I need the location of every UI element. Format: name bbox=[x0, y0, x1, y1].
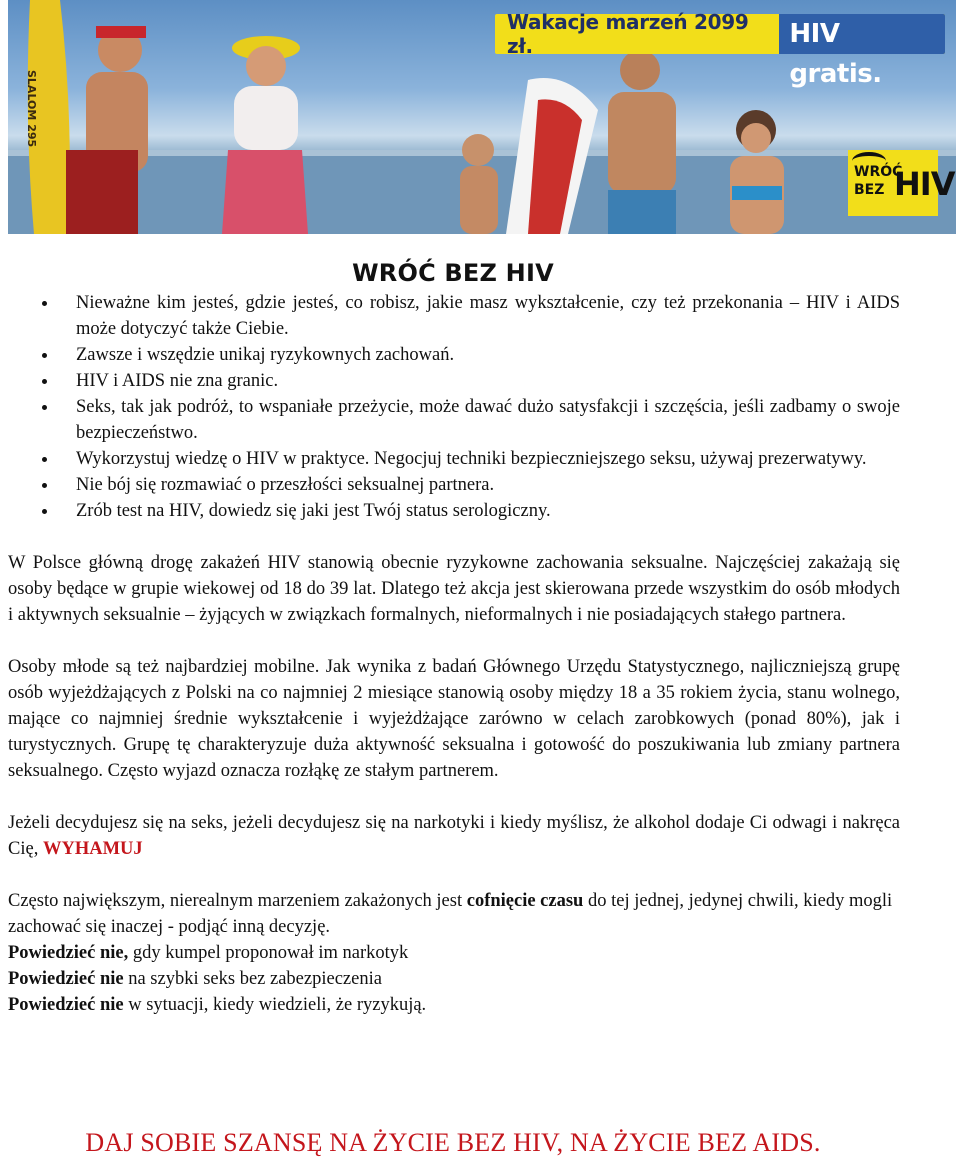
list-item-text: HIV i AIDS nie zna granic. bbox=[76, 371, 279, 391]
say-no-text: w sytuacji, kiedy wiedzieli, że ryzykują. bbox=[123, 995, 427, 1015]
list-item bbox=[8, 290, 900, 342]
paragraph-text-after: do tej jednej, jedynej chwili, kiedy mogli zachować się inaczej - podjąć inną decyzję. bbox=[8, 891, 893, 937]
list-item-text: Seks, tak jak podróż, to wspaniałe przeżycie, może dawać dużo satysfakcji i szczęścia, jeśli zadbamy o swoje bezpieczeństwo. bbox=[76, 397, 900, 443]
say-no-line bbox=[8, 992, 900, 1018]
paragraph-statistics-poland: W Polsce główną drogę zakażeń HIV stanowią obecnie ryzykowne zachowania seksualne. Najczęściej zakażają się osoby będące w grupie wiekowej od 18 do 39 lat. Dlatego też akcja jest skierowana przede wszystkim do osób młodych i aktywnych seksualnie – żyjących w związkach formalnych, nieformalnych i nie posiadających stałego partnera. bbox=[8, 553, 900, 625]
advice-list bbox=[8, 290, 900, 524]
final-slogan: DAJ SOBIE SZANSĘ NA ŻYCIE BEZ HIV, NA ŻYCIE BEZ AIDS. bbox=[85, 1128, 821, 1157]
list-item bbox=[8, 498, 900, 524]
logo-word-bez: BEZ bbox=[854, 182, 885, 198]
bullet-icon bbox=[42, 457, 47, 462]
slogan-price-text: Wakacje marzeń 2099 zł. bbox=[507, 10, 749, 58]
campaign-logo bbox=[848, 150, 955, 216]
bullet-icon bbox=[42, 301, 47, 306]
list-item bbox=[8, 368, 900, 394]
list-item bbox=[8, 394, 900, 446]
list-item-text: Nie bój się rozmawiać o przeszłości seksualnej partnera. bbox=[76, 475, 495, 495]
list-item bbox=[8, 472, 900, 498]
paragraph-slow-down-text: Jeżeli decydujesz się na seks, jeżeli decydujesz się na narkotyki i kiedy myślisz, że alkohol dodaje Ci odwagi i nakręca Cię, bbox=[8, 813, 900, 859]
paragraph-mobility: Osoby młode są też najbardziej mobilne. Jak wynika z badań Głównego Urzędu Statystycznego, najliczniejszą grupę osób wyjeżdżających z Polski na co najmniej 2 miesiące stanowią osoby między 18 a 35 rokiem życia, stanu wolnego, mające co najmniej średnie wykształcenie i wyjeżdżające zarówno w celach zarobkowych (ponad 80%), jak i turystycznych. Grupę tę charakteryzuje duża aktywność seksualna i gotowość do poszukiwania lub zmiany partnera seksualnego. Często wyjazd oznacza rozłąkę ze stałym partnerem. bbox=[8, 657, 900, 781]
list-item bbox=[8, 342, 900, 368]
surfboard-label: SLALOM 295 bbox=[25, 70, 38, 148]
say-no-text: gdy kumpel proponował im narkotyk bbox=[128, 943, 409, 963]
bullet-icon bbox=[42, 483, 47, 488]
paragraph-text-before: Często największym, nierealnym marzeniem zakażonych jest bbox=[8, 891, 467, 911]
list-item bbox=[8, 446, 900, 472]
list-item-text: Nieważne kim jesteś, gdzie jesteś, co robisz, jakie masz wykształcenie, czy też przekonania – HIV i AIDS może dotyczyć także Ciebie. bbox=[76, 293, 900, 339]
bullet-icon bbox=[42, 509, 47, 514]
say-no-line bbox=[8, 966, 900, 992]
bullet-icon bbox=[42, 379, 47, 384]
say-no-bold: Powiedzieć nie bbox=[8, 995, 124, 1015]
campaign-banner bbox=[8, 0, 956, 234]
wyhamuj-highlight: WYHAMUJ bbox=[42, 839, 143, 859]
bullet-icon bbox=[42, 353, 47, 358]
slogan-hiv-text: HIV gratis. bbox=[779, 14, 945, 54]
banner-slogan bbox=[495, 10, 945, 89]
page-title: WRÓĆ BEZ HIV bbox=[352, 259, 554, 287]
say-no-bold: Powiedzieć nie, bbox=[8, 943, 129, 963]
say-no-text: na szybki seks bez zabezpieczenia bbox=[123, 969, 382, 989]
logo-word-hiv: HIV bbox=[894, 165, 955, 203]
bold-phrase: cofnięcie czasu bbox=[466, 891, 584, 911]
bullet-icon bbox=[42, 405, 47, 410]
say-no-bold: Powiedzieć nie bbox=[8, 969, 124, 989]
paragraph-slow-down bbox=[8, 810, 900, 862]
list-item-text: Zrób test na HIV, dowiedz się jaki jest Twój status serologiczny. bbox=[76, 501, 551, 521]
paragraph-turn-back-time bbox=[8, 888, 900, 940]
list-item-text: Zawsze i wszędzie unikaj ryzykownych zachowań. bbox=[76, 345, 455, 365]
logo-word-wroc: WRÓĆ bbox=[854, 164, 903, 180]
list-item-text: Wykorzystuj wiedzę o HIV w praktyce. Negocjuj techniki bezpieczniejszego seksu, używaj prezerwatywy. bbox=[76, 449, 867, 469]
article-body bbox=[8, 290, 900, 1018]
say-no-line bbox=[8, 940, 900, 966]
